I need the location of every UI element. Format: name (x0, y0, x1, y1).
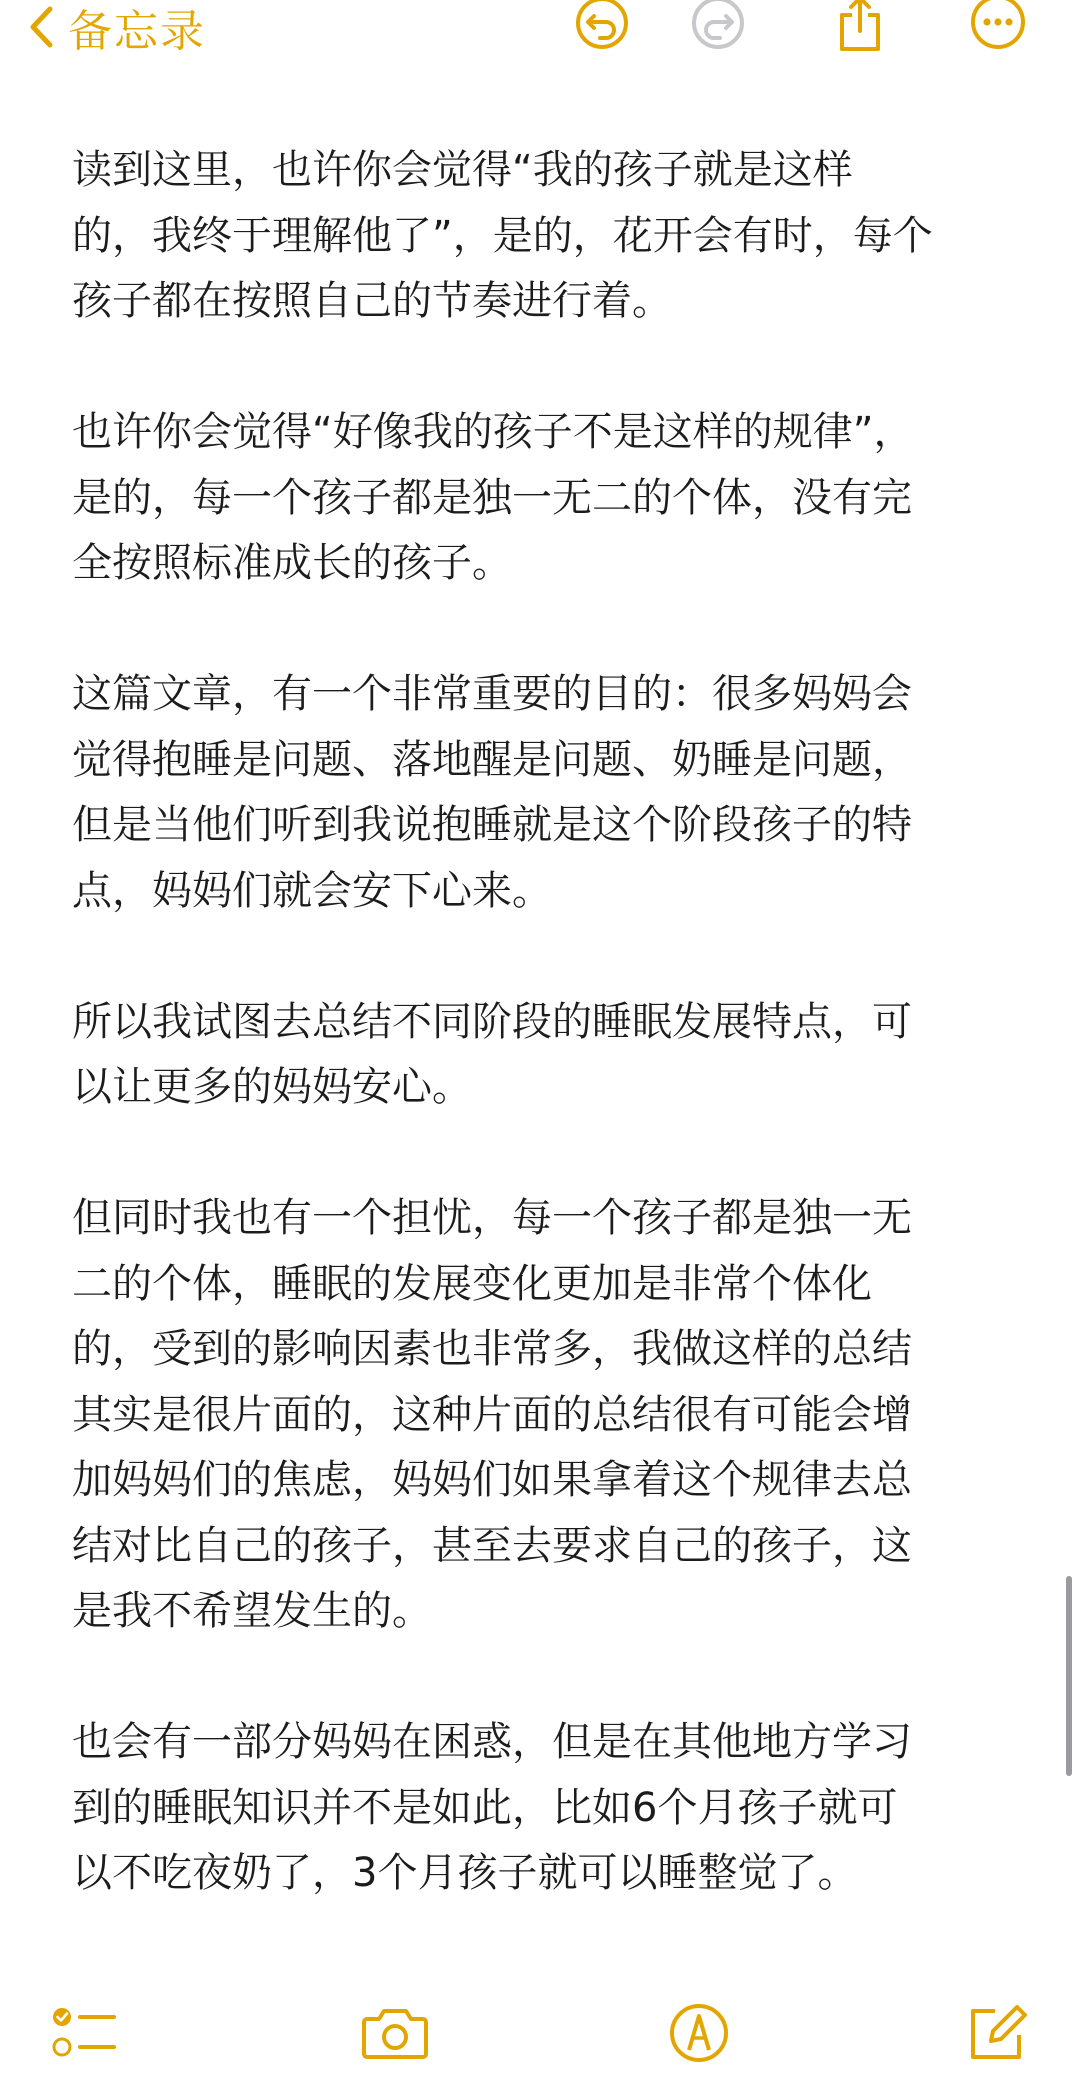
back-label: 备忘录 (68, 6, 206, 57)
camera-button[interactable] (360, 2000, 430, 2070)
compose-icon (965, 2001, 1029, 2069)
note-paragraph-2: 也许你会觉得“好像我的孩子不是这样的规律”， 是的，每一个孩子都是独一无二的个体，没有完 全按照标准成长的孩子。 (72, 409, 914, 586)
compose-button[interactable] (962, 2000, 1032, 2070)
share-icon (832, 0, 888, 57)
scroll-indicator[interactable] (1066, 1576, 1072, 1776)
chevron-left-icon (28, 5, 54, 49)
note-paragraph-1: 读到这里，也许你会觉得“我的孩子就是这样 的，我终于理解他了”，是的，花开会有时，每个 孩子都在按照自己的节奏进行着。 (72, 147, 933, 324)
camera-icon (361, 2005, 429, 2065)
checklist-button[interactable] (50, 2000, 120, 2070)
markup-pen-icon (668, 2002, 730, 2068)
top-toolbar (0, 0, 1080, 74)
markup-button[interactable] (664, 2000, 734, 2070)
share-button[interactable] (830, 0, 890, 54)
undo-button[interactable] (572, 0, 632, 54)
note-paragraph-6: 也会有一部分妈妈在困惑，但是在其他地方学习 到的睡眠知识并不是如此，比如6个月孩子就可 以不吃夜奶了，3个月孩子就可以睡整觉了。 (72, 1719, 912, 1896)
note-paragraph-3: 这篇文章，有一个非常重要的目的：很多妈妈会 觉得抱睡是问题、落地醒是问题、奶睡是问题， 但是当他们听到我说抱睡就是这个阶段孩子的特 点，妈妈们就会安下心来。 (72, 671, 912, 914)
redo-button[interactable] (688, 0, 748, 54)
more-button[interactable] (968, 0, 1028, 54)
back-button[interactable] (28, 0, 206, 57)
note-paragraph-5: 但同时我也有一个担忧，每一个孩子都是独一无 二的个体，睡眠的发展变化更加是非常个体化 的，受到的影响因素也非常多，我做这样的总结 其实是很片面的，这种片面的总结很有可能会增 加妈妈们的焦虑，妈妈们如果拿着这个规律去总 结对比自己的孩子，甚至去要求自己的孩子，这 是我不希望发生的。 (72, 1195, 912, 1634)
undo-icon (574, 0, 630, 57)
note-body[interactable] (72, 138, 1012, 1972)
checklist-icon (52, 2003, 118, 2067)
note-paragraph-4: 所以我试图去总结不同阶段的睡眠发展特点，可 以让更多的妈妈安心。 (72, 998, 912, 1110)
more-icon (969, 0, 1027, 58)
redo-icon (690, 0, 746, 57)
bottom-toolbar (0, 1940, 1080, 2090)
